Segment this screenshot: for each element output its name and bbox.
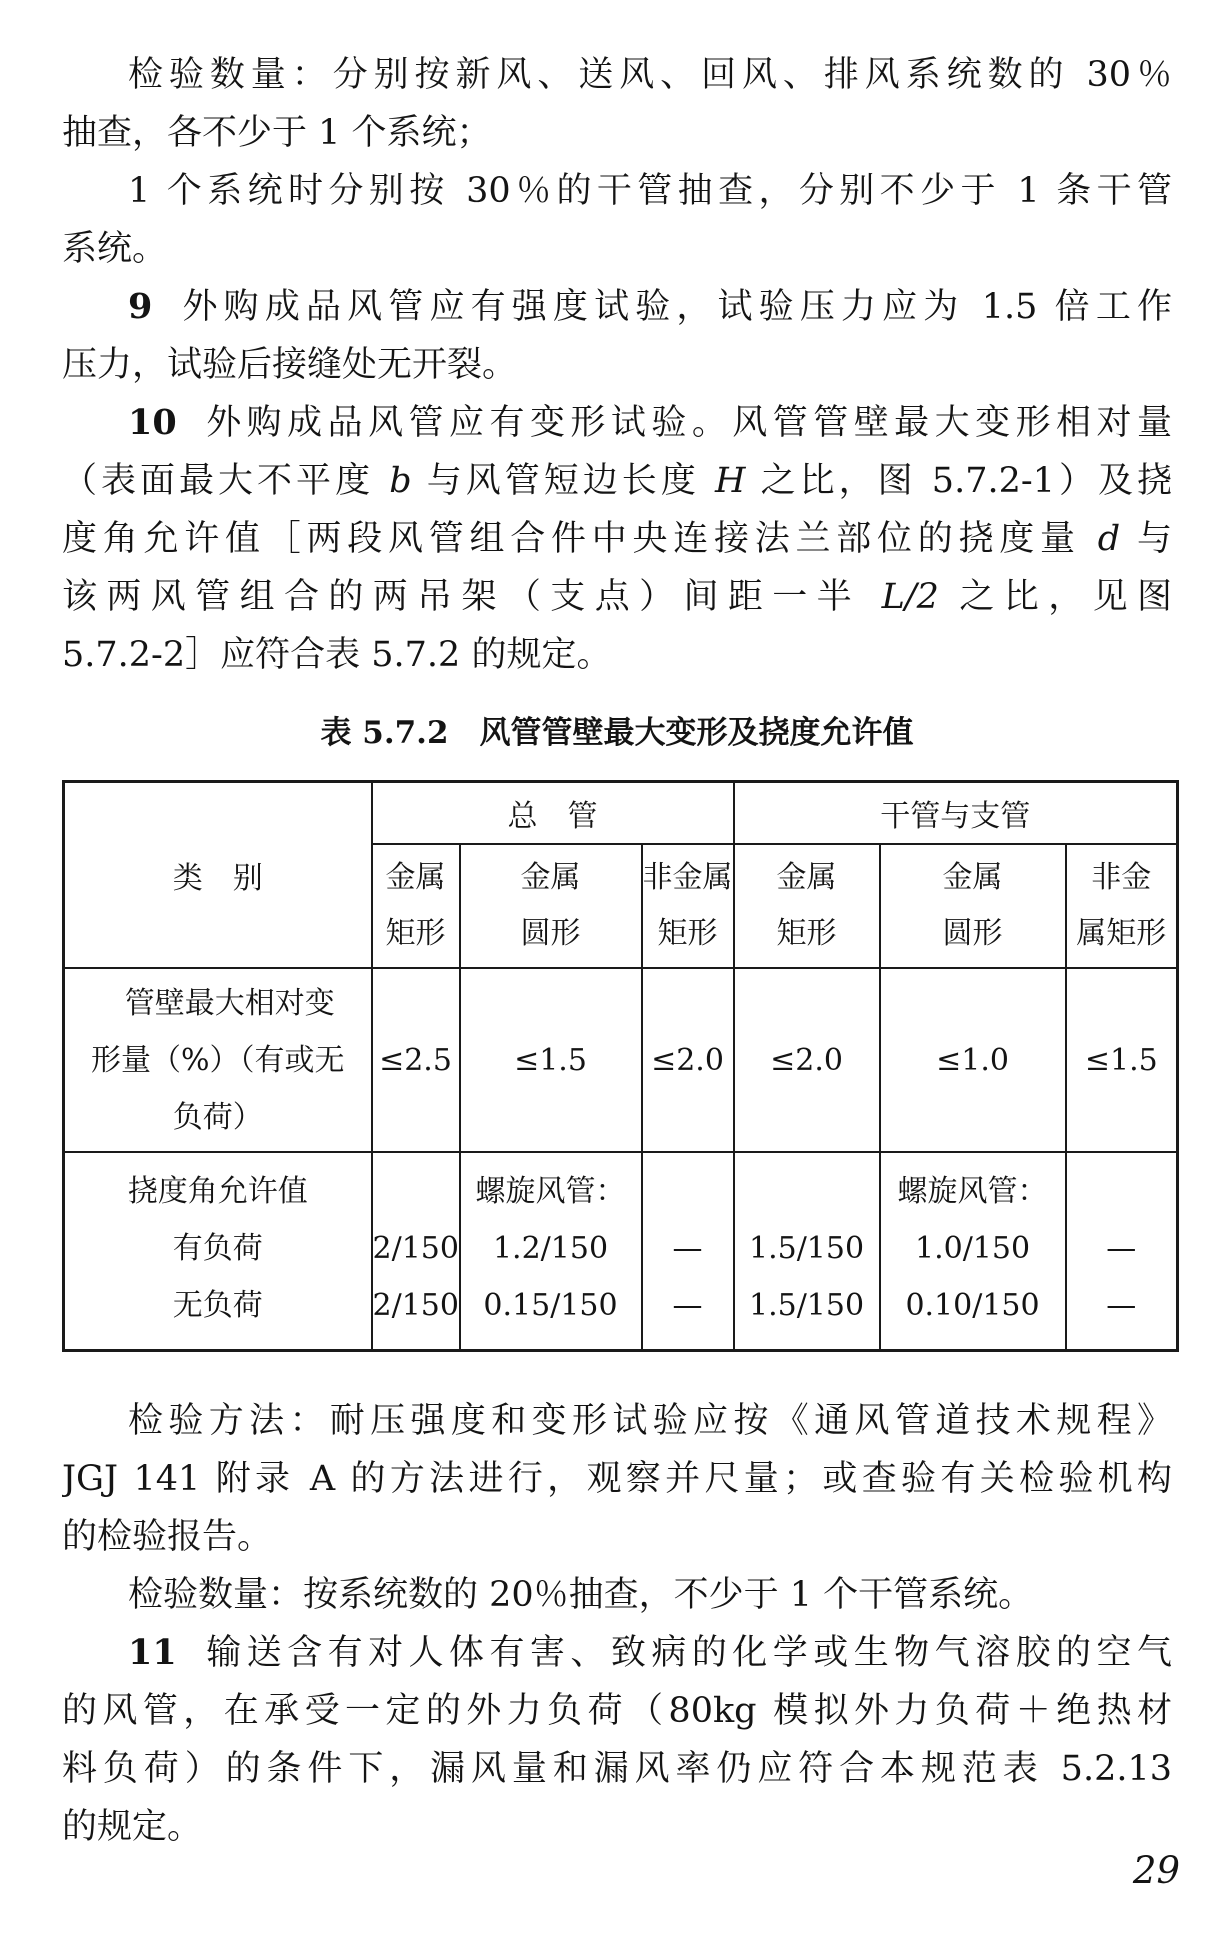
- cell-line: 0.10/150: [905, 1288, 1040, 1323]
- paragraph-single-system: [62, 162, 1172, 278]
- paragraph-inspection-quantity: [62, 46, 1172, 162]
- table-cell: ≤2.0: [642, 968, 734, 1152]
- cell-line: 1.5/150: [748, 1288, 865, 1323]
- table-header-category: 类 别: [64, 782, 372, 969]
- header-line: 金属: [520, 860, 581, 895]
- section-number: 10: [128, 402, 177, 443]
- text-segment: 系统。: [62, 229, 168, 269]
- paragraph-inspection-method: [62, 1392, 1172, 1566]
- text-segment: 度角允许值［两段风管组合件中央连接法兰部位的挠度量: [62, 519, 1098, 559]
- text-line: [62, 1682, 1172, 1740]
- paragraph-item-11: [62, 1624, 1172, 1856]
- paragraph-item-9: [62, 278, 1172, 394]
- text-line: [62, 568, 1172, 626]
- text-segment: 外购成品风管应有变形试验。风管管壁最大变形相对量: [200, 403, 1172, 443]
- text-segment: 外购成品风管应有强度试验，试验压力应为 1.5 倍工作: [176, 287, 1172, 327]
- cell-line: —: [672, 1231, 703, 1266]
- cell-line: [373, 1163, 459, 1220]
- text-segment: 5.7.2-2］应符合表 5.7.2 的规定。: [62, 635, 612, 675]
- inline-variable-b: b: [389, 461, 412, 501]
- table-cell: [880, 1152, 1066, 1351]
- cell-line: [643, 1163, 733, 1220]
- header-line: 矩形: [657, 916, 718, 951]
- header-line: 金属: [385, 860, 446, 895]
- table-header-metal-rect-branch: [734, 844, 880, 968]
- row-label-max-deformation: [64, 968, 372, 1152]
- text-segment: 与: [1120, 519, 1172, 559]
- cell-line: 1.5/150: [748, 1231, 865, 1266]
- label-line: 有负荷: [172, 1231, 263, 1266]
- table-header-metal-rect-main: [372, 844, 460, 968]
- cell-line: —: [1106, 1231, 1137, 1266]
- text-line: [62, 278, 1172, 336]
- table-caption: 表 5.7.2 风管管壁最大变形及挠度允许值: [320, 715, 914, 751]
- header-line: 圆形: [942, 916, 1003, 951]
- text-line: [62, 1450, 1172, 1508]
- text-segment: 之比，见图: [938, 577, 1172, 617]
- paragraph-item-10: [62, 394, 1172, 684]
- cell-line: —: [1106, 1288, 1137, 1323]
- table-header-nonmetal-rect-main: [642, 844, 734, 968]
- table-cell: [734, 1152, 880, 1351]
- text-segment: 该两风管组合的两吊架（支点）间距一半: [62, 577, 882, 617]
- text-line: [62, 626, 1172, 684]
- cell-line: [735, 1163, 879, 1220]
- header-line: 非金属: [642, 860, 733, 895]
- label-line: 挠度角允许值: [127, 1174, 308, 1209]
- text-segment: 的规定。: [62, 1807, 203, 1847]
- table-cell: ≤1.5: [460, 968, 642, 1152]
- table-header-main-duct: 总 管: [372, 782, 734, 845]
- header-line: 属矩形: [1076, 916, 1167, 951]
- text-line: [62, 510, 1172, 568]
- cell-line: 0.15/150: [483, 1288, 618, 1323]
- text-line: [62, 1624, 1172, 1682]
- cell-line: —: [672, 1288, 703, 1323]
- label-line: 管壁最大相对变: [124, 985, 335, 1021]
- deformation-allowance-table: [62, 780, 1179, 1352]
- table-header-branch-duct: 干管与支管: [734, 782, 1178, 845]
- text-segment: 检验方法：耐压强度和变形试验应按《通风管道技术规程》: [128, 1401, 1172, 1441]
- text-line: [62, 336, 1172, 394]
- table-header-nonmetal-rect-branch: [1066, 844, 1178, 968]
- row-label-deflection-angle: [64, 1152, 372, 1351]
- text-segment: 输送含有对人体有害、致病的化学或生物气溶胶的空气: [200, 1633, 1172, 1673]
- cell-line: 1.0/150: [914, 1231, 1031, 1266]
- label-line: 无负荷: [172, 1288, 263, 1323]
- text-segment: （表面最大不平度: [62, 461, 390, 501]
- section-number: 11: [128, 1632, 177, 1673]
- text-line: [62, 1566, 1172, 1624]
- inline-variable-H: H: [714, 461, 746, 501]
- page-number: 29: [1132, 1849, 1180, 1892]
- cell-line: 2/150: [372, 1288, 459, 1323]
- cell-line: [1067, 1163, 1177, 1220]
- text-segment: 与风管短边长度: [411, 461, 715, 501]
- cell-line: 2/150: [372, 1231, 459, 1266]
- text-line: [62, 104, 1172, 162]
- header-line: 金属: [776, 860, 837, 895]
- text-segment: 抽查，各不少于 1 个系统；: [62, 113, 492, 153]
- text-segment: 压力，试验后接缝处无开裂。: [62, 345, 518, 385]
- section-number: 9: [128, 286, 153, 327]
- text-line: [62, 162, 1172, 220]
- table-cell: [460, 1152, 642, 1351]
- label-line: 负荷）: [172, 1099, 263, 1135]
- paragraph-inspection-quantity-2: [62, 1566, 1172, 1624]
- text-line: [62, 1392, 1172, 1450]
- table-cell: [372, 1152, 460, 1351]
- cell-line: 1.2/150: [492, 1231, 609, 1266]
- cell-line: 螺旋风管：: [897, 1174, 1048, 1209]
- text-line: [62, 1798, 1172, 1856]
- text-line: [62, 1508, 1172, 1566]
- text-segment: 的风管，在承受一定的外力负荷（80kg 模拟外力负荷＋绝热材: [62, 1691, 1172, 1731]
- table-cell: ≤2.5: [372, 968, 460, 1152]
- table-cell: [1066, 1152, 1178, 1351]
- table-cell: [642, 1152, 734, 1351]
- text-line: [62, 452, 1172, 510]
- inline-variable-L2: L/2: [881, 577, 939, 617]
- text-segment: 之比，图 5.7.2-1）及挠: [745, 461, 1172, 501]
- header-line: 非金: [1091, 860, 1152, 895]
- text-line: [62, 394, 1172, 452]
- inline-variable-d: d: [1097, 519, 1121, 559]
- text-line: [62, 46, 1172, 104]
- table-cell: ≤1.5: [1066, 968, 1178, 1152]
- table-header-metal-round-main: [460, 844, 642, 968]
- text-line: [62, 220, 1172, 278]
- table-cell: ≤1.0: [880, 968, 1066, 1152]
- table-header-metal-round-branch: [880, 844, 1066, 968]
- text-line: [62, 1740, 1172, 1798]
- cell-line: 螺旋风管：: [475, 1174, 626, 1209]
- table-cell: ≤2.0: [734, 968, 880, 1152]
- header-line: 金属: [942, 860, 1003, 895]
- text-segment: 料负荷）的条件下，漏风量和漏风率仍应符合本规范表 5.2.13: [62, 1749, 1172, 1789]
- text-segment: JGJ 141 附录 A 的方法进行，观察并尺量；或查验有关检验机构: [62, 1459, 1172, 1499]
- text-segment: 的检验报告。: [62, 1517, 273, 1557]
- text-segment: 检验数量：分别按新风、送风、回风、排风系统数的 30％: [128, 55, 1172, 95]
- text-segment: 1 个系统时分别按 30％的干管抽查，分别不少于 1 条干管: [128, 171, 1172, 211]
- header-line: 矩形: [385, 916, 446, 951]
- label-line: 形量（%）（有或无: [90, 1042, 345, 1078]
- text-segment: 检验数量：按系统数的 20％抽查，不少于 1 个干管系统。: [128, 1575, 1034, 1615]
- header-line: 矩形: [776, 916, 837, 951]
- header-line: 圆形: [520, 916, 581, 951]
